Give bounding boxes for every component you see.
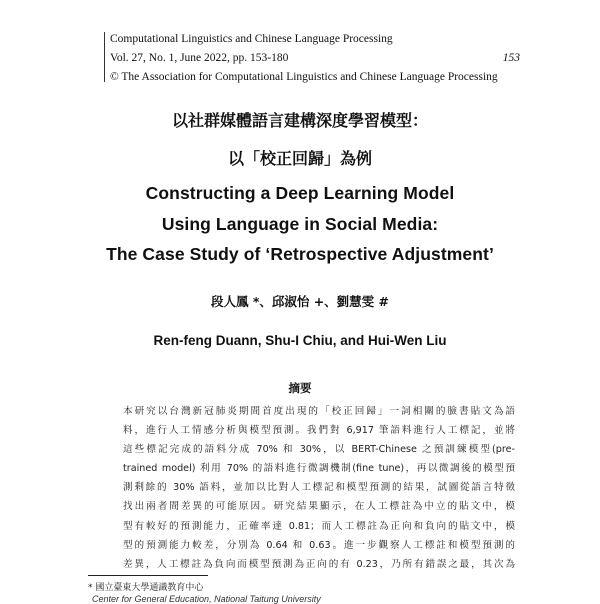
abstract-line: 型的預測能力較差，分別為 0.64 和 0.63。進一步觀察人工標註和模型預測的	[123, 539, 515, 551]
authors-chinese: 段人鳳 *、邱淑怡 +、劉慧雯 #	[210, 294, 390, 309]
abstract-line: trained model) 利用 70% 的語料進行微調機制(fine tune)，再以微調後的模型預	[123, 463, 515, 475]
issue-info: Vol. 27, No. 1, June 2022, pp. 153-180	[110, 52, 289, 64]
issue-row	[110, 49, 520, 68]
abstract-line: 型有較好的預測能力，正確率達 0.81；而人工標註為正向和負向的貼文中，模	[123, 520, 515, 532]
abstract-body	[123, 402, 515, 574]
abstract-line: 這些標記完成的語料分成 70% 和 30%，以 BERT-Chinese 之預訓練模型(pre-	[123, 444, 515, 456]
abstract-line: 本研究以台灣新冠肺炎期間首度出現的「校正回歸」一詞相關的臉書貼文為語	[123, 406, 515, 417]
abstract-line: 找出兩者間差異的可能原因。研究結果顯示，在人工標註為中立的貼文中，模	[123, 501, 515, 513]
abstract-line: 測剩餘的 30% 語料，並加以比對人工標記和模型預測的結果，試圖從語言特徵	[123, 482, 515, 494]
footnote-divider	[88, 575, 208, 576]
english-title-line-3: The Case Study of ‘Retrospective Adjustment’	[106, 244, 494, 264]
footnote-affiliation-zh: * 國立臺東大學通識教育中心	[88, 583, 204, 593]
abstract-line: 料，進行人工情感分析與模型預測。我們對 6,917 筆語料進行人工標記，並將	[123, 425, 515, 437]
footnote-affiliation-en: Center for General Education, National Taitung University	[92, 594, 321, 604]
chinese-title-line-2: 以「校正回歸」為例	[227, 149, 372, 168]
page-number: 153	[502, 52, 520, 64]
journal-name: Computational Linguistics and Chinese Language Processing	[110, 33, 393, 45]
english-title-line-1: Constructing a Deep Learning Model	[145, 183, 455, 203]
authors-english: Ren-feng Duann, Shu-I Chiu, and Hui-Wen Liu	[153, 333, 447, 348]
chinese-title-line-1: 以社群媒體語言建構深度學習模型：	[171, 111, 428, 130]
journal-header	[110, 30, 520, 87]
copyright-line: © The Association for Computational Linguistics and Chinese Language Processing	[110, 71, 498, 83]
abstract-line: 差異，人工標註為負向而模型預測為正向的有 0.23，乃所有錯誤之最，其次為	[123, 558, 515, 570]
abstract-heading: 摘要	[288, 381, 312, 395]
english-title-line-2: Using Language in Social Media:	[161, 214, 439, 234]
